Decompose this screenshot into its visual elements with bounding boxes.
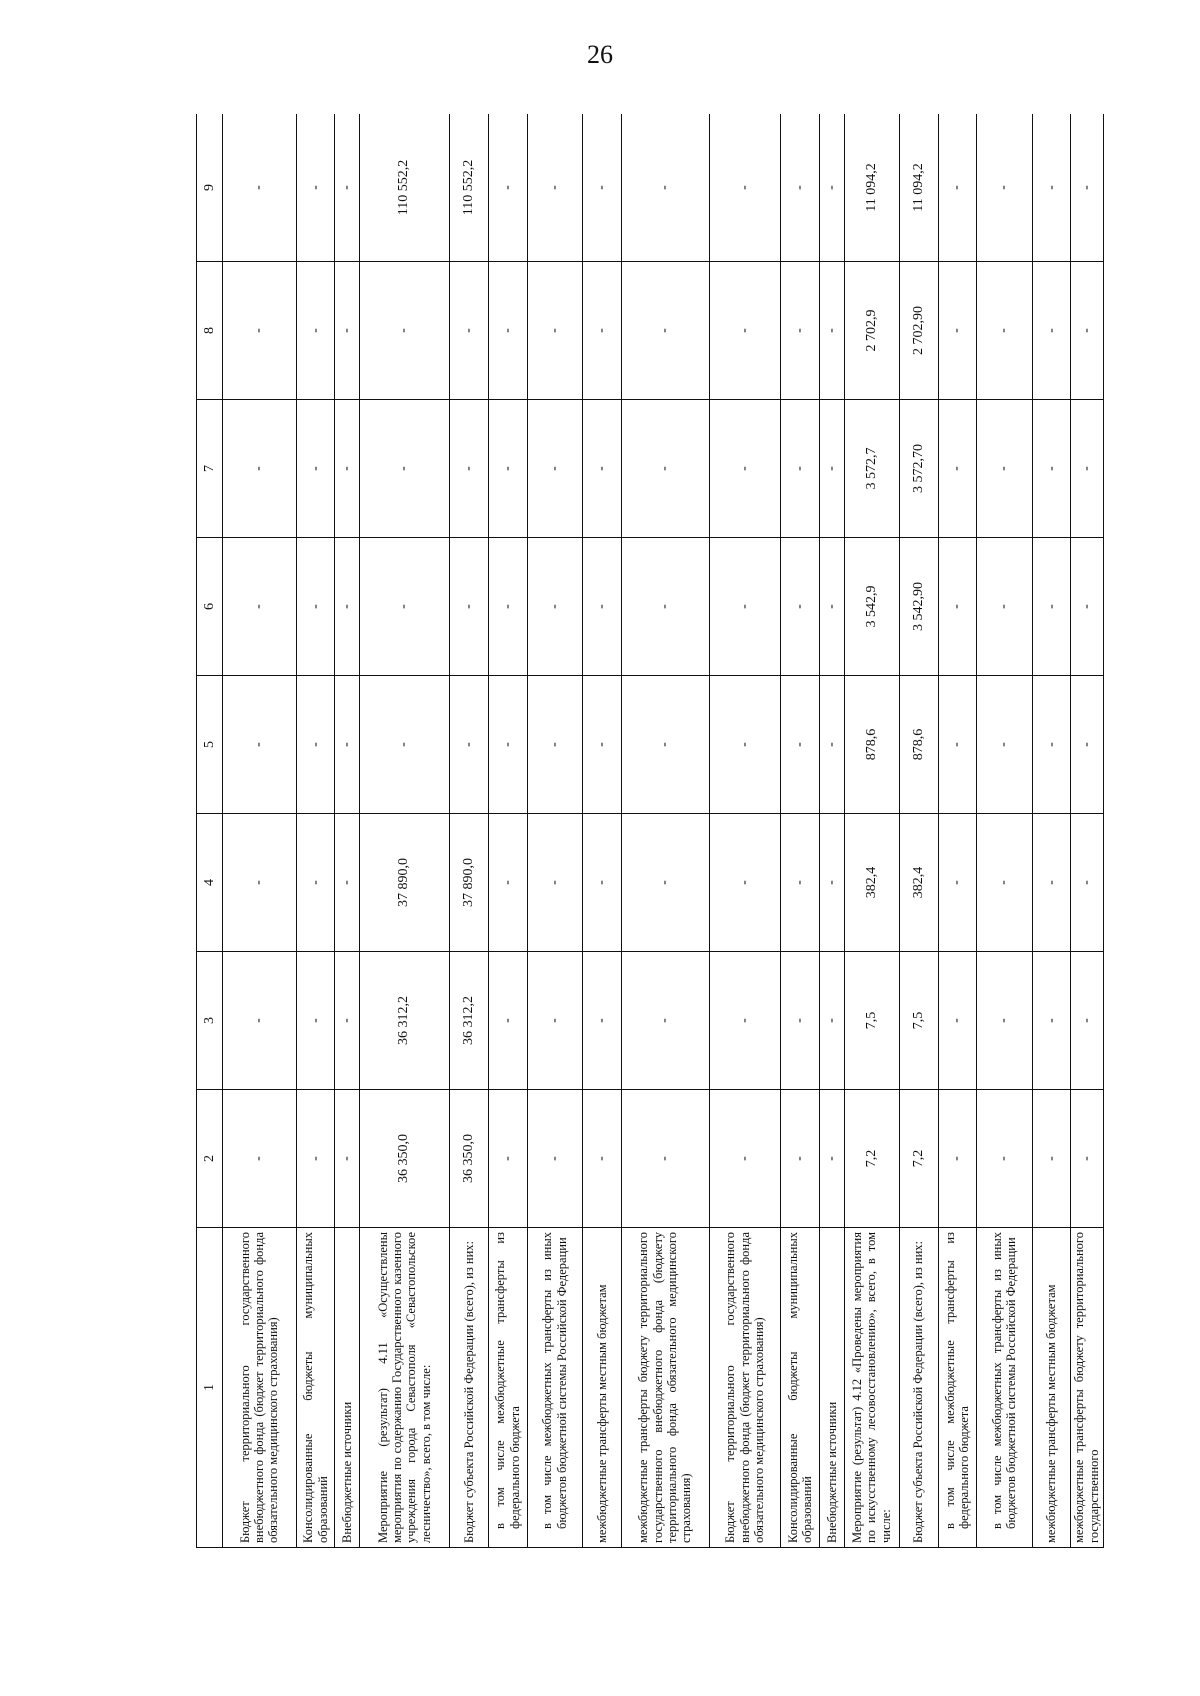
cell-value: -: [977, 676, 1032, 814]
cell-value: -: [527, 262, 582, 400]
cell-value: 7,5: [899, 952, 938, 1090]
cell-value: 2 702,90: [899, 262, 938, 400]
column-header: 9: [197, 114, 223, 262]
cell-value: -: [1032, 814, 1071, 952]
cell-value: -: [1071, 538, 1104, 676]
cell-value: 37 890,0: [449, 814, 488, 952]
cell-value: -: [709, 676, 781, 814]
cell-value: -: [335, 538, 360, 676]
cell-value: -: [709, 1090, 781, 1228]
cell-value: -: [527, 114, 582, 262]
table-row: [844, 114, 899, 1548]
cell-value: -: [709, 400, 781, 538]
cell-value: -: [335, 114, 360, 262]
cell-value: 7,2: [844, 1090, 899, 1228]
cell-value: -: [819, 814, 844, 952]
cell-value: -: [296, 1090, 335, 1228]
cell-value: -: [527, 538, 582, 676]
cell-value: -: [938, 114, 977, 262]
cell-value: -: [223, 814, 297, 952]
row-label: Внебюджетные источники: [819, 1228, 844, 1548]
table-row: [621, 114, 709, 1548]
cell-value: -: [621, 262, 709, 400]
cell-value: 3 542,9: [844, 538, 899, 676]
table-row: [359, 114, 449, 1548]
cell-value: 878,6: [844, 676, 899, 814]
cell-value: 878,6: [899, 676, 938, 814]
cell-value: 37 890,0: [359, 814, 449, 952]
table-row: [296, 114, 335, 1548]
cell-value: -: [781, 814, 820, 952]
cell-value: -: [582, 400, 621, 538]
cell-value: -: [621, 952, 709, 1090]
table-row: [335, 114, 360, 1548]
row-label: Внебюджетные источники: [335, 1228, 360, 1548]
cell-value: -: [781, 114, 820, 262]
table-row: [488, 114, 527, 1548]
cell-value: -: [527, 952, 582, 1090]
cell-value: -: [1071, 676, 1104, 814]
cell-value: 382,4: [899, 814, 938, 952]
cell-value: 3 542,90: [899, 538, 938, 676]
cell-value: -: [977, 538, 1032, 676]
cell-value: -: [621, 114, 709, 262]
cell-value: -: [296, 952, 335, 1090]
row-label: межбюджетные трансферты местным бюджетам: [582, 1228, 621, 1548]
budget-table: [196, 114, 1104, 1548]
cell-value: -: [1071, 952, 1104, 1090]
column-header: 6: [197, 538, 223, 676]
cell-value: -: [977, 114, 1032, 262]
cell-value: -: [977, 400, 1032, 538]
cell-value: -: [359, 262, 449, 400]
row-label: в том числе межбюджетные трансферты из федерального бюджета: [488, 1228, 527, 1548]
rotated-table-container: [196, 114, 1104, 1548]
cell-value: -: [582, 676, 621, 814]
column-header: 2: [197, 1090, 223, 1228]
table-row: [449, 114, 488, 1548]
cell-value: -: [449, 262, 488, 400]
table-row: [977, 114, 1032, 1548]
table-row: [899, 114, 938, 1548]
cell-value: -: [819, 952, 844, 1090]
cell-value: -: [527, 1090, 582, 1228]
cell-value: -: [527, 676, 582, 814]
row-label: в том числе межбюджетные трансферты из федерального бюджета: [938, 1228, 977, 1548]
cell-value: 36 350,0: [449, 1090, 488, 1228]
cell-value: -: [335, 400, 360, 538]
cell-value: 36 312,2: [359, 952, 449, 1090]
cell-value: -: [781, 1090, 820, 1228]
cell-value: 110 552,2: [449, 114, 488, 262]
cell-value: 3 572,7: [844, 400, 899, 538]
cell-value: -: [621, 400, 709, 538]
cell-value: -: [296, 814, 335, 952]
cell-value: -: [359, 676, 449, 814]
cell-value: -: [621, 676, 709, 814]
cell-value: -: [621, 814, 709, 952]
page-number: 26: [587, 40, 613, 69]
row-label: межбюджетные трансферты бюджету территориального государственного: [1071, 1228, 1104, 1548]
row-label: Бюджет территориального государственного внебюджетного фонда (бюджет территориального фонда обязательного медицинского страхования): [223, 1228, 297, 1548]
cell-value: -: [938, 676, 977, 814]
cell-value: -: [977, 952, 1032, 1090]
table-row: [781, 114, 820, 1548]
row-label: Консолидированные бюджеты муниципальных образований: [296, 1228, 335, 1548]
cell-value: -: [1071, 114, 1104, 262]
cell-value: -: [488, 400, 527, 538]
cell-value: -: [781, 538, 820, 676]
cell-value: -: [582, 1090, 621, 1228]
table-row: [582, 114, 621, 1548]
cell-value: 36 350,0: [359, 1090, 449, 1228]
row-label: Бюджет территориального государственного внебюджетного фонда (бюджет территориального фонда обязательного медицинского страхования): [709, 1228, 781, 1548]
cell-value: -: [938, 952, 977, 1090]
cell-value: -: [582, 814, 621, 952]
cell-value: -: [527, 400, 582, 538]
cell-value: -: [819, 538, 844, 676]
cell-value: 7,2: [899, 1090, 938, 1228]
table-row: [223, 114, 297, 1548]
cell-value: -: [296, 400, 335, 538]
cell-value: -: [223, 114, 297, 262]
cell-value: -: [709, 952, 781, 1090]
cell-value: -: [488, 1090, 527, 1228]
table-row: [527, 114, 582, 1548]
column-header: 5: [197, 676, 223, 814]
cell-value: -: [582, 114, 621, 262]
row-label: Мероприятие (результат) 4.11 «Осуществлены мероприятия по содержанию Государственного казенного учреждения города Севастополя «Севастопольское лесничество», всего, в том числе:: [359, 1228, 449, 1548]
cell-value: -: [1032, 952, 1071, 1090]
cell-value: -: [938, 1090, 977, 1228]
cell-value: -: [488, 538, 527, 676]
cell-value: -: [977, 814, 1032, 952]
cell-value: -: [488, 676, 527, 814]
cell-value: 382,4: [844, 814, 899, 952]
table-row: [819, 114, 844, 1548]
cell-value: 11 094,2: [844, 114, 899, 262]
cell-value: -: [709, 814, 781, 952]
cell-value: -: [296, 114, 335, 262]
cell-value: -: [819, 676, 844, 814]
cell-value: -: [781, 262, 820, 400]
table-row: [709, 114, 781, 1548]
cell-value: 11 094,2: [899, 114, 938, 262]
cell-value: -: [223, 676, 297, 814]
cell-value: -: [223, 538, 297, 676]
cell-value: -: [621, 538, 709, 676]
cell-value: -: [819, 1090, 844, 1228]
cell-value: -: [977, 262, 1032, 400]
row-label: в том числе межбюджетных трансферты из иных бюджетов бюджетной системы Российской Федерации: [527, 1228, 582, 1548]
row-label: Бюджет субъекта Российской Федерации (всего), из них:: [449, 1228, 488, 1548]
cell-value: -: [1071, 400, 1104, 538]
cell-value: -: [449, 538, 488, 676]
cell-value: -: [449, 676, 488, 814]
column-header: 4: [197, 814, 223, 952]
cell-value: -: [335, 262, 360, 400]
cell-value: -: [709, 538, 781, 676]
cell-value: -: [938, 538, 977, 676]
row-label: межбюджетные трансферты местным бюджетам: [1032, 1228, 1071, 1548]
table-row: [938, 114, 977, 1548]
cell-value: 110 552,2: [359, 114, 449, 262]
cell-value: -: [335, 814, 360, 952]
cell-value: -: [977, 1090, 1032, 1228]
cell-value: 3 572,70: [899, 400, 938, 538]
cell-value: -: [781, 952, 820, 1090]
cell-value: -: [1032, 1090, 1071, 1228]
row-label: Мероприятие (результат) 4.12 «Проведены мероприятия по искусственному лесовосстановлению», всего, в том числе:: [844, 1228, 899, 1548]
cell-value: -: [938, 400, 977, 538]
cell-value: -: [1032, 262, 1071, 400]
cell-value: -: [1032, 114, 1071, 262]
cell-value: -: [781, 676, 820, 814]
cell-value: -: [335, 1090, 360, 1228]
row-label: Консолидированные бюджеты муниципальных образований: [781, 1228, 820, 1548]
header-row: [197, 114, 223, 1548]
cell-value: -: [223, 400, 297, 538]
table-row: [1032, 114, 1071, 1548]
cell-value: -: [449, 400, 488, 538]
cell-value: -: [1032, 538, 1071, 676]
column-header: 7: [197, 400, 223, 538]
column-header: 3: [197, 952, 223, 1090]
cell-value: -: [938, 814, 977, 952]
cell-value: -: [819, 400, 844, 538]
column-header: 8: [197, 262, 223, 400]
column-header: 1: [197, 1228, 223, 1548]
cell-value: -: [527, 814, 582, 952]
row-label: межбюджетные трансферты бюджету территориального государственного внебюджетного фонда (бюджету территориального фонда обязательного медицинского страхования): [621, 1228, 709, 1548]
cell-value: -: [1071, 262, 1104, 400]
cell-value: -: [709, 262, 781, 400]
cell-value: -: [1071, 814, 1104, 952]
row-label: в том числе межбюджетных трансферты из иных бюджетов бюджетной системы Российской Федерации: [977, 1228, 1032, 1548]
cell-value: -: [819, 114, 844, 262]
cell-value: -: [709, 114, 781, 262]
cell-value: -: [223, 952, 297, 1090]
cell-value: 7,5: [844, 952, 899, 1090]
cell-value: -: [335, 952, 360, 1090]
cell-value: -: [296, 262, 335, 400]
cell-value: -: [488, 814, 527, 952]
cell-value: 2 702,9: [844, 262, 899, 400]
cell-value: -: [223, 1090, 297, 1228]
cell-value: -: [296, 538, 335, 676]
cell-value: -: [359, 400, 449, 538]
cell-value: -: [488, 114, 527, 262]
cell-value: -: [582, 952, 621, 1090]
cell-value: -: [335, 676, 360, 814]
cell-value: -: [223, 262, 297, 400]
cell-value: -: [1071, 1090, 1104, 1228]
cell-value: -: [488, 262, 527, 400]
cell-value: 36 312,2: [449, 952, 488, 1090]
table-row: [1071, 114, 1104, 1548]
cell-value: -: [296, 676, 335, 814]
cell-value: -: [819, 262, 844, 400]
row-label: Бюджет субъекта Российской Федерации (всего), из них:: [899, 1228, 938, 1548]
cell-value: -: [488, 952, 527, 1090]
cell-value: -: [1032, 400, 1071, 538]
cell-value: -: [781, 400, 820, 538]
cell-value: -: [621, 1090, 709, 1228]
cell-value: -: [1032, 676, 1071, 814]
cell-value: -: [582, 262, 621, 400]
cell-value: -: [938, 262, 977, 400]
cell-value: -: [359, 538, 449, 676]
cell-value: -: [582, 538, 621, 676]
